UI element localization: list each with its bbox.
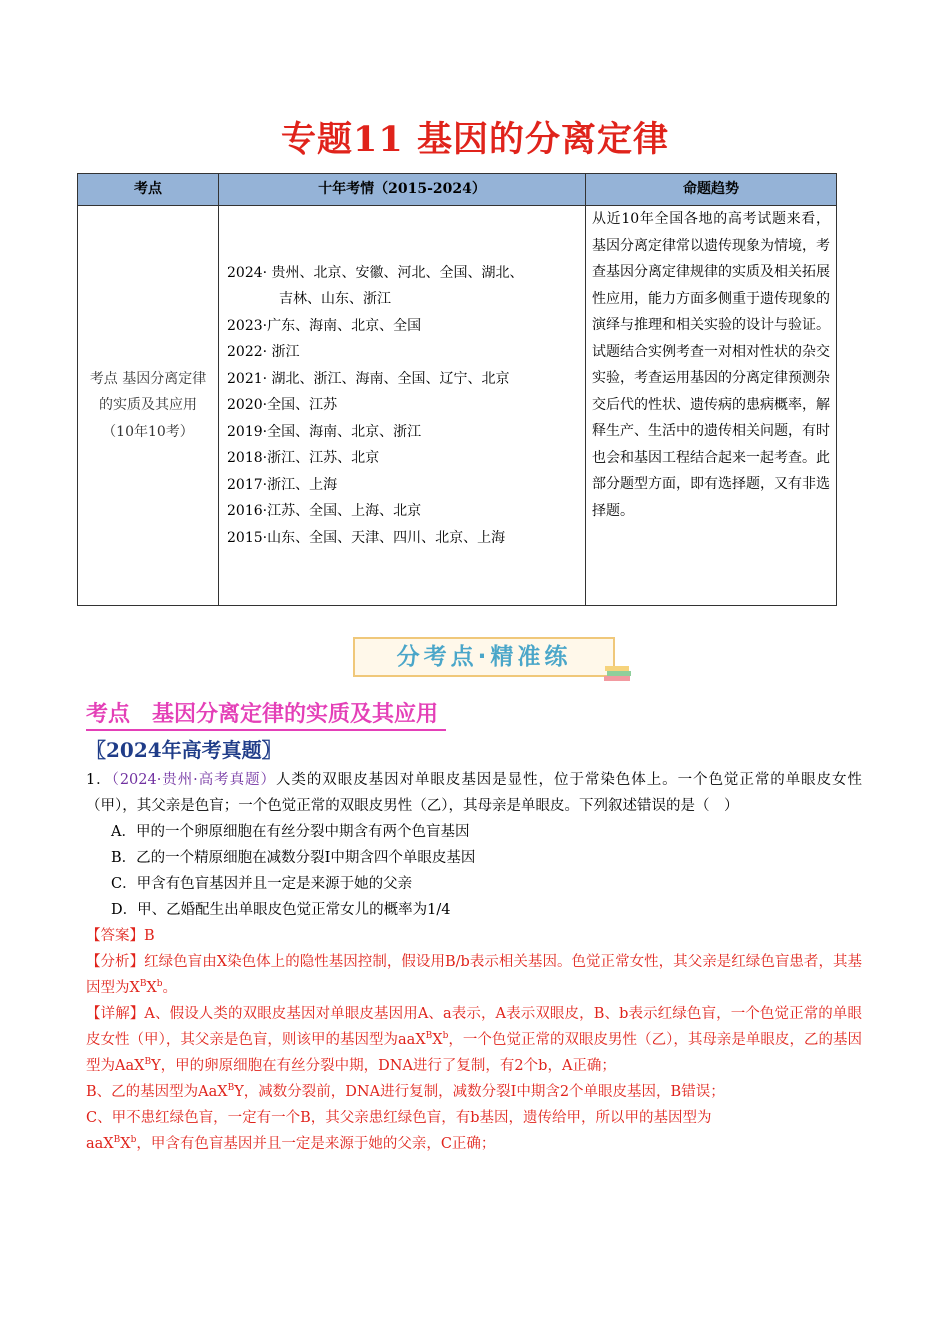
kaodian-heading: 考点 基因分离定律的实质及其应用 xyxy=(86,697,446,731)
question-stem xyxy=(86,767,862,819)
detail-text: ，甲含有色盲基因并且一定是来源于她的父亲，C正确； xyxy=(136,1136,496,1152)
detail-text: ，一个色觉正常的双眼皮男性（乙），其母亲是单眼皮，乙的基因型为AaX xyxy=(86,1032,862,1074)
year-line: 2019·全国、海南、北京、浙江 xyxy=(227,423,422,440)
trend-cell: 从近10年全国各地的高考试题来看，基因分离定律常以遗传现象为情境，考查基因分离定律规律的实质及相关拓展性应用，能力方面多侧重于遗传现象的演绎与推理和相关实验的设计与验证。试题结合实例考查一对相对性状的杂交实验，考查运用基因的分离定律预测杂交后代的性状、遗传病的患病概率，解释生产、生活中的遗传相关问题，有时也会和基因工程结合起来一起考查。此部分题型方面，即有选择题，又有非选择题。 xyxy=(586,206,837,606)
year-line: 吉林、山东、浙江 xyxy=(279,291,391,308)
sup-allele: B xyxy=(144,1057,152,1067)
year-line: 2017·浙江、上海 xyxy=(227,476,338,493)
detail-label: 【详解】 xyxy=(86,1006,145,1022)
year-line: 2016·江苏、全国、上海、北京 xyxy=(227,503,422,520)
section-heading: 〖2024年高考真题〗 xyxy=(86,738,282,762)
page-title: 专题11 基因的分离定律 xyxy=(281,119,669,160)
question-text: 人类的双眼皮基因对单眼皮基因是显性，位于常染色体上。一个色觉正常的单眼皮女性（甲），其父亲是色盲；一个色觉正常的双眼皮男性（乙），其母亲是单眼皮。下列叙述错误的是（ ） xyxy=(86,772,862,814)
year-line: 2018·浙江、江苏、北京 xyxy=(227,450,380,467)
detail-text: C、甲不患红绿色盲，一定有一个B，其父亲患红绿色盲，有b基因，遗传给甲，所以甲的基因型为 xyxy=(86,1110,712,1126)
sup-allele: b xyxy=(130,1135,137,1145)
option-c: C．甲含有色盲基因并且一定是来源于她的父亲 xyxy=(111,876,413,892)
sup-allele: B xyxy=(425,1031,433,1041)
sup-allele: b xyxy=(156,979,163,989)
analysis xyxy=(86,949,862,1001)
analysis-text: X xyxy=(146,980,157,996)
answer xyxy=(86,923,862,949)
table-header-row xyxy=(78,174,837,206)
detail-text: aaX xyxy=(86,1136,114,1152)
analysis-label: 【分析】 xyxy=(86,954,145,970)
detail-a xyxy=(86,1001,862,1079)
question-block xyxy=(86,767,862,1157)
sup-allele: B xyxy=(113,1135,121,1145)
analysis-text: 红绿色盲由X染色体上的隐性基因控制，假设用B/b表示相关基因。色觉正常女性，其父亲是红绿色盲患者，其基因型为X xyxy=(86,954,862,996)
detail-text: X xyxy=(120,1136,131,1152)
year-line: 2022· 浙江 xyxy=(227,344,300,361)
detail-text: Y，甲的卵原细胞在有丝分裂中期，DNA进行了复制，有2个b，A正确； xyxy=(151,1058,616,1074)
sup-allele: B xyxy=(139,979,147,989)
detail-c xyxy=(86,1105,862,1157)
years-cell xyxy=(219,206,586,606)
section-banner: 分考点·精准练 xyxy=(353,637,615,677)
sup-allele: b xyxy=(442,1031,449,1041)
year-line: 2023·广东、海南、北京、全国 xyxy=(227,317,422,334)
answer-label: 【答案】 xyxy=(86,928,144,944)
detail-text: B、乙的基因型为AaX xyxy=(86,1084,228,1100)
detail-b xyxy=(86,1079,862,1105)
header-kaodian: 考点 xyxy=(78,174,219,206)
detail-text: A、假设人类的双眼皮基因对单眼皮基因用A、a表示，A表示双眼皮，B、b表示红绿色盲，一个色觉正常的单眼皮女性（甲），其父亲是色盲，则该甲的基因型为aaX xyxy=(86,1006,863,1048)
answer-value: B xyxy=(144,928,155,944)
detail-text: X xyxy=(432,1032,443,1048)
year-line: 2020·全国、江苏 xyxy=(227,397,338,414)
exam-overview-table xyxy=(77,173,837,606)
table-row xyxy=(78,206,837,606)
year-line: 2021· 湖北、浙江、海南、全国、辽宁、北京 xyxy=(227,370,510,387)
books-icon xyxy=(603,663,633,683)
detail-text: Y，减数分裂前，DNA进行复制，减数分裂Ⅰ中期含2个单眼皮基因，B错误； xyxy=(234,1084,725,1100)
question-number: 1． xyxy=(86,772,112,788)
kaodian-cell: 考点 基因分离定律的实质及其应用（10年10考） xyxy=(78,206,219,606)
sup-allele: B xyxy=(227,1083,235,1093)
question-source: （2024·贵州·高考真题） xyxy=(111,772,276,788)
option-d: D．甲、乙婚配生出单眼皮色觉正常女儿的概率为1/4 xyxy=(111,902,451,918)
year-line: 2024· 贵州、北京、安徽、河北、全国、湖北、 xyxy=(227,264,524,281)
option-a: A．甲的一个卵原细胞在有丝分裂中期含有两个色盲基因 xyxy=(111,824,470,840)
year-line: 2015·山东、全国、天津、四川、北京、上海 xyxy=(227,529,506,546)
header-years: 十年考情（2015-2024） xyxy=(219,174,586,206)
option-b: B．乙的一个精原细胞在减数分裂Ⅰ中期含四个单眼皮基因 xyxy=(111,850,476,866)
analysis-text: 。 xyxy=(162,980,178,996)
header-trend: 命题趋势 xyxy=(586,174,837,206)
